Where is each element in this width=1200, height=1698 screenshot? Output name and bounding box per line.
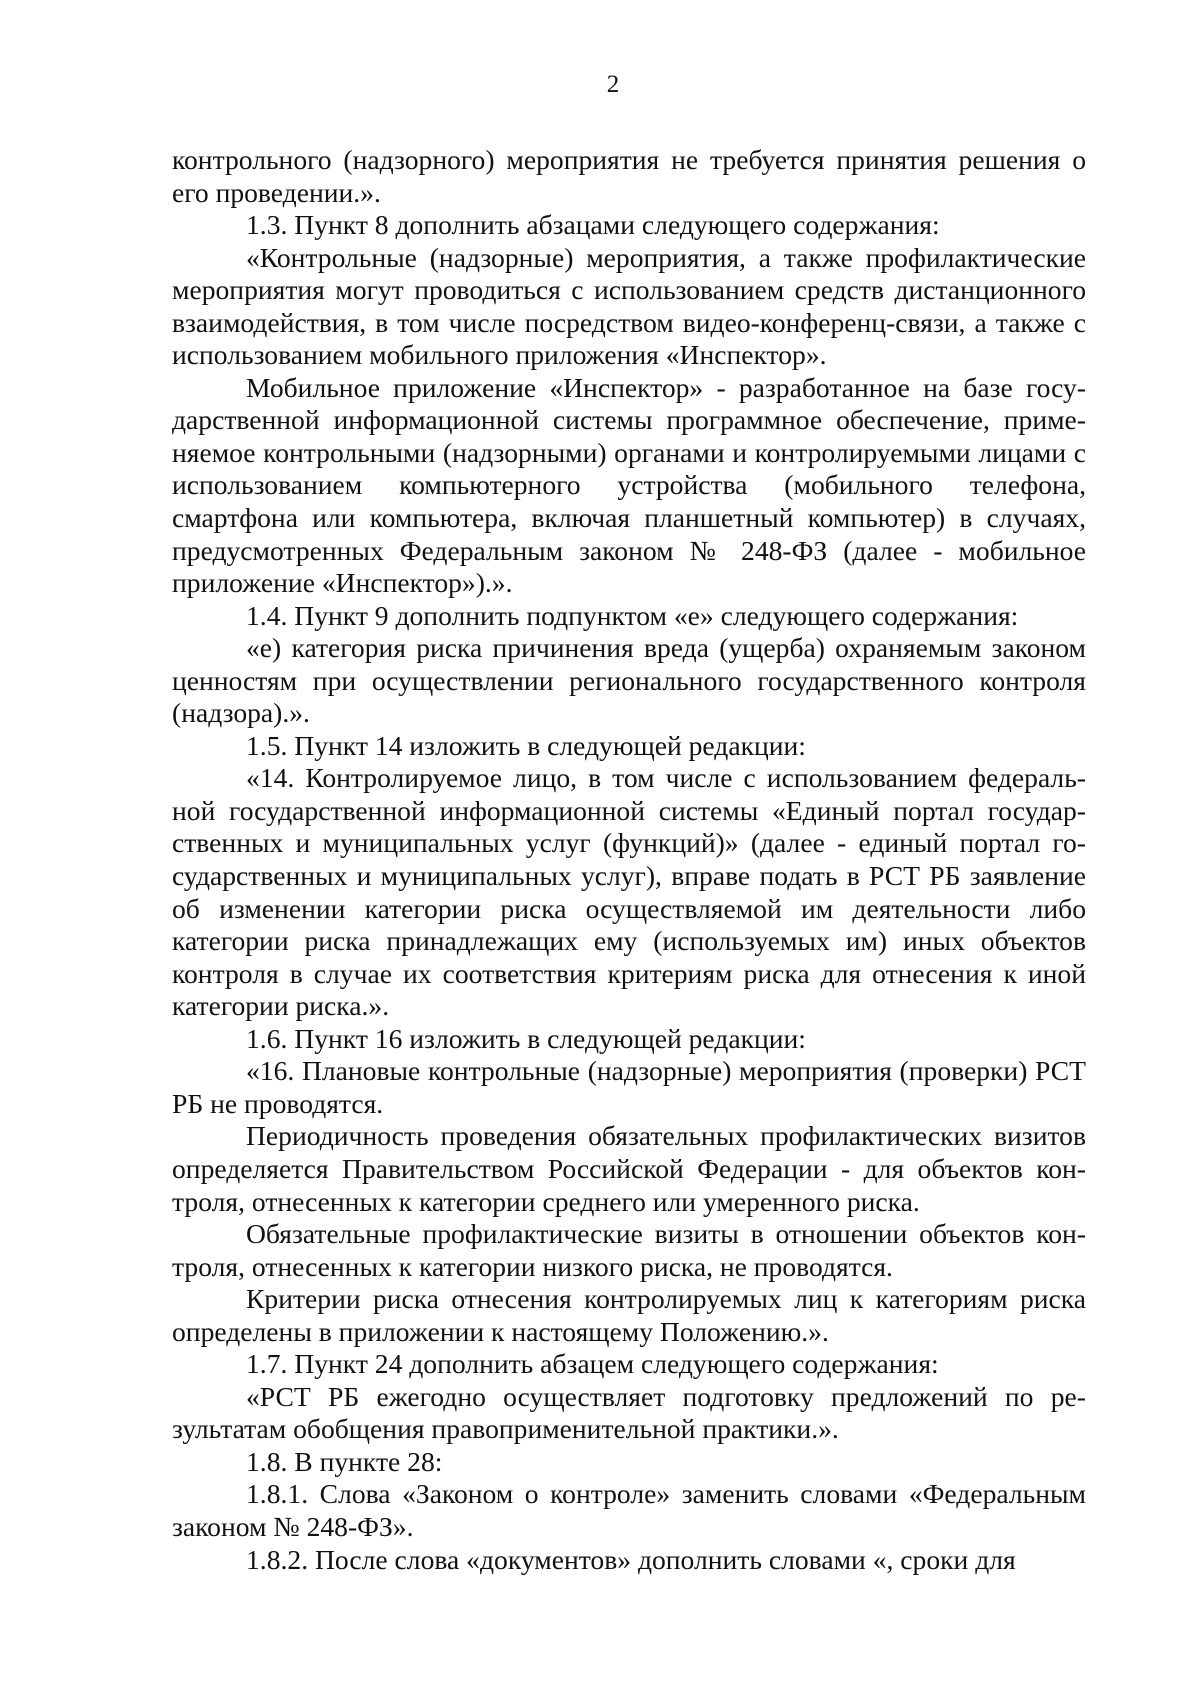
paragraph: «16. Плановые контрольные (надзорные) мероприятия (проверки) РСТ РБ не проводятся. — [172, 1055, 1086, 1119]
paragraph: Мобильное приложение «Инспектор» - разработанное на базе государственной информационной системы программное обеспечение, применяемое контрольными (надзорными) органами и контролируемыми лицами с использованием компьютерного устройства (мобильного телефона, смартфона или компьютера, включая планшетный компьютер) в случаях, предусмотренных Федеральным законом № 248-ФЗ (далее - мобильное приложение «Инспектор»).». — [172, 371, 1086, 599]
paragraph: Периодичность проведения обязательных профилактических визитов определяется Правительством Российской Федерации - для объектов контроля, отнесенных к категории среднего или умеренного риска. — [172, 1120, 1086, 1217]
paragraph: 1.8.1. Слова «Законом о контроле» заменить словами «Федеральным законом № 248-ФЗ». — [172, 1478, 1086, 1542]
paragraph: Обязательные профилактические визиты в отношении объектов контроля, отнесенных к категории низкого риска, не проводятся. — [172, 1218, 1086, 1282]
paragraph: «14. Контролируемое лицо, в том числе с использованием федеральной государственной информационной системы «Единый портал государственных и муниципальных услуг (функций)» (далее - единый портал государственных и муниципальных услуг), вправе подать в РСТ РБ заявление об изменении категории риска осуществляемой им деятельности либо категории риска принадлежащих ему (используемых им) иных объектов контроля в случае их соответствия критериям риска для отнесения к иной категории риска.». — [172, 762, 1086, 1022]
document-body — [172, 144, 1086, 1576]
paragraph: 1.8. В пункте 28: — [246, 1445, 443, 1477]
paragraph: 1.7. Пункт 24 дополнить абзацем следующего содержания: — [246, 1348, 939, 1380]
paragraph: «РСТ РБ ежегодно осуществляет подготовку предложений по результатам обобщения правоприменительной практики.». — [172, 1380, 1086, 1445]
paragraph: 1.4. Пункт 9 дополнить подпунктом «е» следующего содержания: — [246, 599, 1019, 631]
paragraph: контрольного (надзорного) мероприятия не требуется принятия решения о его проведении.». — [172, 144, 1086, 208]
paragraph: «е) категория риска причинения вреда (ущерба) охраняемым законом ценностям при осуществлении регионального государственного контроля (надзора).». — [172, 632, 1086, 729]
paragraph: «Контрольные (надзорные) мероприятия, а также профилактические мероприятия могут проводиться с использованием средств дистанционного взаимодействия, в том числе посредством видео-конференц-связи, а также с использованием мобильного приложения «Инспектор». — [172, 241, 1086, 371]
paragraph: 1.5. Пункт 14 изложить в следующей редакции: — [246, 729, 806, 761]
paragraph: 1.3. Пункт 8 дополнить абзацами следующего содержания: — [246, 209, 940, 241]
paragraph: 1.8.2. После слова «документов» дополнить словами «, сроки для — [246, 1543, 1016, 1575]
paragraph: 1.6. Пункт 16 изложить в следующей редакции: — [246, 1022, 806, 1054]
page-number: 2 — [606, 71, 620, 98]
paragraph: Критерии риска отнесения контролируемых лиц к категориям риска определены в приложении к настоящему Положению.». — [172, 1283, 1086, 1347]
